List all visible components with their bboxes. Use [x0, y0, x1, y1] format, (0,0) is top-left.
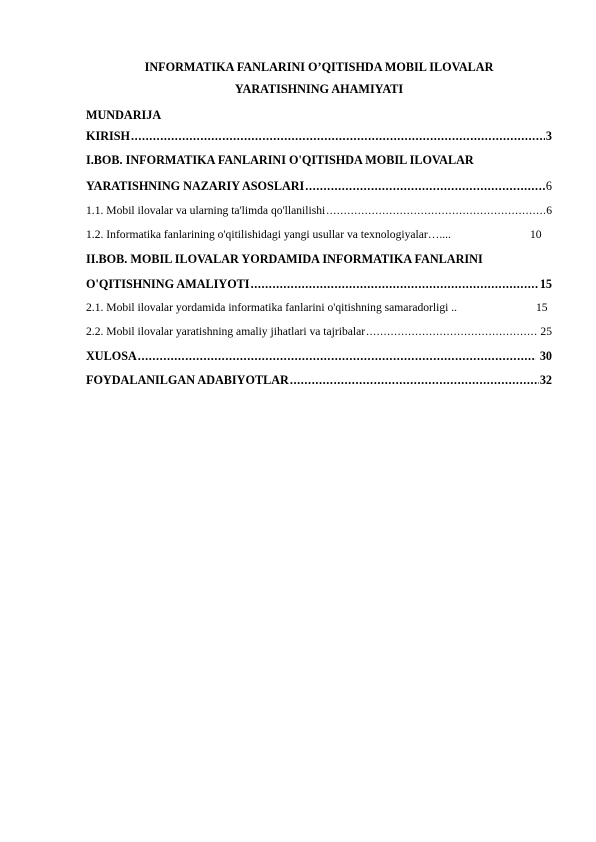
toc-entry-page: 30: [536, 349, 552, 363]
toc-entry-section-1-2: [86, 227, 552, 243]
document-title-line-2: YARATISHNING AHAMIYATI: [234, 82, 404, 96]
toc-entry-chapter-2-line-1: [86, 251, 552, 267]
toc-entry-xulosa: [86, 348, 552, 364]
toc-entry-chapter-1-line-2: [86, 178, 552, 194]
toc-entry-text: O'QITISHNING AMALIYOTI: [86, 277, 250, 291]
contents-heading: MUNDARIJA: [86, 108, 162, 122]
toc-entry-section-2-2: [86, 324, 552, 340]
toc-entry-text: XULOSA: [86, 349, 137, 363]
toc-entry-text: II.BOB. MOBIL ILOVALAR YORDAMIDA INFORMATIKA FANLARINI: [86, 252, 483, 266]
toc-entry-references: [86, 372, 552, 388]
toc-leader-dots: [131, 128, 545, 144]
toc-entry-page: 15: [536, 301, 548, 314]
toc-entry-text: FOYDALANILGAN ADABIYOTLAR: [86, 373, 289, 387]
toc-entry-page: 15: [539, 277, 552, 291]
toc-entry-text: YARATISHNING NAZARIY ASOSLARI: [86, 179, 305, 193]
toc-entry-text: 1.1. Mobil ilovalar va ularning ta'limda qo'llanilishi: [86, 204, 326, 217]
toc-entry-section-1-1: [86, 203, 552, 219]
toc-entry-text: I.BOB. INFORMATIKA FANLARINI O'QITISHDA MOBIL ILOVALAR: [86, 153, 474, 167]
toc-entry-page: 3: [545, 129, 552, 143]
toc-entry-text: 1.2. Informatika fanlarining o'qitilishidagi yangi usullar va texnologiyalar…....: [86, 228, 451, 241]
toc-entry-text: 2.1. Mobil ilovalar yordamida informatika fanlarini o'qitishning samaradorligi ..: [86, 301, 458, 314]
toc-entry-page: 32: [539, 373, 552, 387]
toc-entry-section-2-1: [86, 300, 552, 316]
toc-leader-dots: [326, 203, 545, 219]
toc-entry-text: KIRISH: [86, 129, 131, 143]
toc-leader-dots: [305, 178, 545, 194]
toc-entry-page: 6: [546, 204, 552, 217]
toc-entry-kirish: [86, 128, 552, 144]
toc-leader-dots: [251, 276, 539, 292]
toc-entry-page: 25: [537, 325, 552, 338]
toc-entry-chapter-2-line-2: [86, 276, 552, 292]
toc-entry-chapter-1-line-1: [86, 152, 552, 168]
toc-entry-text: 2.2. Mobil ilovalar yaratishning amaliy jihatlari va tajribalar: [86, 325, 366, 338]
toc-leader-dots: [290, 372, 539, 388]
toc-entry-page: 10: [530, 228, 542, 241]
toc-leader-dots: [138, 348, 536, 364]
toc-leader-dots: [366, 324, 536, 340]
document-title-line-1: INFORMATIKA FANLARINI O’QITISHDA MOBIL ILOVALAR: [144, 60, 494, 74]
toc-entry-page: 6: [545, 179, 552, 193]
